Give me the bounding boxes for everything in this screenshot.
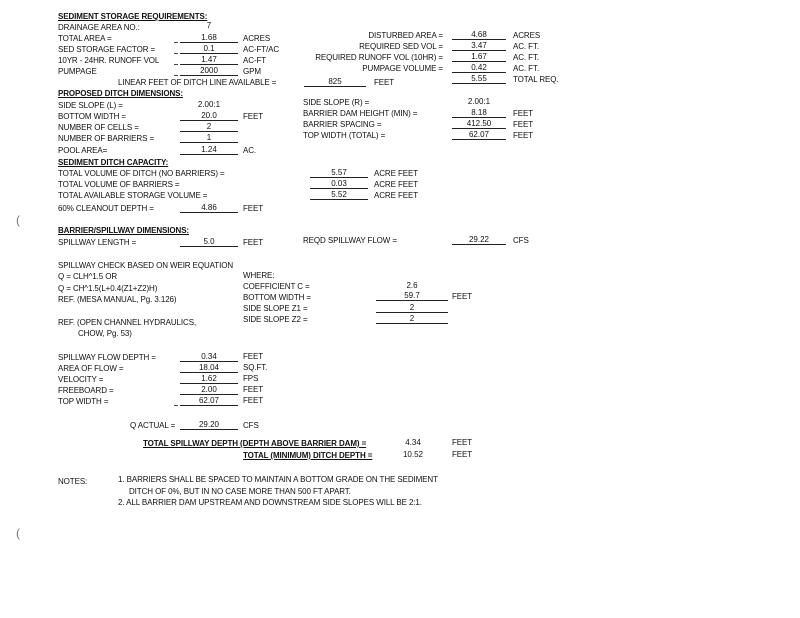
side-slope-z1-label: SIDE SLOPE Z1 = bbox=[243, 304, 308, 313]
vol-ditch-label: TOTAL VOLUME OF DITCH (NO BARRIERS) = bbox=[58, 169, 225, 178]
spillway-length-unit: FEET bbox=[243, 238, 264, 247]
notes-label: NOTES: bbox=[58, 477, 88, 486]
total-spillway-depth-label: TOTAL SPILLWAY DEPTH (DEPTH ABOVE BARRIER DAM) = bbox=[143, 439, 367, 448]
pumpage-volume-value: 0.42 bbox=[452, 63, 506, 73]
total-ditch-depth-value: 10.52 bbox=[402, 450, 424, 459]
number-of-barriers-value: 1 bbox=[180, 133, 238, 143]
cleanout-depth-unit: FEET bbox=[243, 204, 264, 213]
number-of-cells-value: 2 bbox=[180, 122, 238, 132]
flow-depth-value: 0.34 bbox=[180, 352, 238, 362]
q-actual-label: Q ACTUAL = bbox=[130, 421, 176, 430]
freeboard-unit: FEET bbox=[243, 385, 264, 394]
side-slope-z2-label: SIDE SLOPE Z2 = bbox=[243, 315, 308, 324]
barrier-spacing-value: 412.50 bbox=[452, 119, 506, 129]
sed-storage-factor-value: 0.1 bbox=[180, 44, 238, 54]
flow-depth-unit: FEET bbox=[243, 352, 264, 361]
top-width-total-label: TOP WIDTH (TOTAL) = bbox=[303, 131, 386, 140]
coefficient-c-value: 2.6 bbox=[406, 281, 418, 290]
vol-ditch-unit: ACRE FEET bbox=[374, 169, 418, 178]
bottom-width-label: BOTTOM WIDTH = bbox=[58, 112, 127, 121]
weir-bottom-width-label: BOTTOM WIDTH = bbox=[243, 293, 312, 302]
area-of-flow-label: AREA OF FLOW = bbox=[58, 364, 124, 373]
total-ditch-depth-label: TOTAL (MINIMUM) DITCH DEPTH = bbox=[243, 451, 373, 460]
note-1a: 1. BARRIERS SHALL BE SPACED TO MAINTAIN A BOTTOM GRADE ON THE SEDIMENT bbox=[118, 475, 438, 484]
total-area-unit: ACRES bbox=[243, 34, 271, 43]
ditch-heading: PROPOSED DITCH DIMENSIONS: bbox=[58, 89, 183, 98]
drainage-area-label: DRAINAGE AREA NO.: bbox=[58, 23, 140, 32]
disturbed-area-label: DISTURBED AREA = bbox=[368, 31, 443, 40]
storage-heading: SEDIMENT STORAGE REQUIREMENTS: bbox=[58, 12, 208, 21]
reqd-spillway-flow-value: 29.22 bbox=[452, 235, 506, 245]
weir-heading: SPILLWAY CHECK BASED ON WEIR EQUATION bbox=[58, 261, 233, 270]
total-req-label: TOTAL REQ. bbox=[513, 75, 559, 84]
area-of-flow-value: 18.04 bbox=[180, 363, 238, 373]
side-slope-l-value: 2.00:1 bbox=[197, 100, 221, 109]
capacity-heading: SEDIMENT DITCH CAPACITY: bbox=[58, 158, 169, 167]
barrier-spacing-unit: FEET bbox=[513, 120, 534, 129]
reqd-spillway-flow-unit: CFS bbox=[513, 236, 529, 245]
total-req-value: 5.55 bbox=[452, 74, 506, 84]
freeboard-value: 2.00 bbox=[180, 385, 238, 395]
pumpage-volume-unit: AC. FT. bbox=[513, 64, 539, 73]
cleanout-depth-value: 4.86 bbox=[180, 203, 238, 213]
side-slope-z1-value: 2 bbox=[376, 303, 448, 313]
pumpage-value: 2000 bbox=[180, 66, 238, 76]
required-runoff-vol-unit: AC. FT. bbox=[513, 53, 539, 62]
punch-hole-mark: ( bbox=[16, 213, 20, 227]
sed-storage-factor-unit: AC-FT/AC bbox=[243, 45, 280, 54]
vol-ditch-value: 5.57 bbox=[310, 168, 368, 178]
barrier-dam-height-value: 8.18 bbox=[452, 108, 506, 118]
number-of-barriers-label: NUMBER OF BARRIERS = bbox=[58, 134, 155, 143]
required-sed-vol-unit: AC. FT. bbox=[513, 42, 539, 51]
weir-ref-2b: CHOW, Pg. 53) bbox=[78, 329, 132, 338]
storage-volume-label: TOTAL AVAILABLE STORAGE VOLUME = bbox=[58, 191, 208, 200]
freeboard-label: FREEBOARD = bbox=[58, 386, 114, 395]
total-spillway-depth-unit: FEET bbox=[452, 438, 473, 447]
required-sed-vol-label: REQUIRED SED VOL = bbox=[359, 42, 443, 51]
spillway-heading: BARRIER/SPILLWAY DIMENSIONS: bbox=[58, 226, 189, 235]
runoff-vol-unit: AC-FT bbox=[243, 56, 267, 65]
total-spillway-depth-value: 4.34 bbox=[405, 438, 421, 447]
note-1b: DITCH OF 0%, BUT IN NO CASE MORE THAN 500 FT APART. bbox=[129, 487, 351, 496]
sed-storage-factor-label: SED STORAGE FACTOR = bbox=[58, 45, 156, 54]
weir-where: WHERE: bbox=[243, 271, 275, 280]
drainage-area-value: 7 bbox=[206, 21, 212, 30]
reqd-spillway-flow-label: REQD SPILLWAY FLOW = bbox=[303, 236, 397, 245]
top-width-total-unit: FEET bbox=[513, 131, 534, 140]
total-area-value: 1.68 bbox=[180, 33, 238, 43]
required-runoff-vol-value: 1.67 bbox=[452, 52, 506, 62]
weir-bottom-width-unit: FEET bbox=[452, 292, 473, 301]
note-2: 2. ALL BARRIER DAM UPSTREAM AND DOWNSTREAM SIDE SLOPES WILL BE 2:1. bbox=[118, 498, 422, 507]
top-width-total-value: 62.07 bbox=[452, 130, 506, 140]
barrier-dam-height-unit: FEET bbox=[513, 109, 534, 118]
disturbed-area-unit: ACRES bbox=[513, 31, 541, 40]
required-runoff-vol-label: REQUIRED RUNOFF VOL (10HR) = bbox=[315, 53, 443, 62]
bottom-width-value: 20.0 bbox=[180, 111, 238, 121]
linear-feet-label: LINEAR FEET OF DITCH LINE AVAILABLE = bbox=[118, 78, 277, 87]
total-area-label: TOTAL AREA = bbox=[58, 34, 112, 43]
flow-depth-label: SPILLWAY FLOW DEPTH = bbox=[58, 353, 156, 362]
weir-eq-2: Q = CH^1.5(L+0.4(Z1+Z2)H) bbox=[58, 284, 158, 293]
pool-area-label: POOL AREA= bbox=[58, 146, 108, 155]
linear-feet-unit: FEET bbox=[374, 78, 395, 87]
weir-bottom-width-value: 59.7 bbox=[376, 291, 448, 301]
side-slope-l-label: SIDE SLOPE (L) = bbox=[58, 101, 123, 110]
barrier-spacing-label: BARRIER SPACING = bbox=[303, 120, 382, 129]
cleanout-depth-label: 60% CLEANOUT DEPTH = bbox=[58, 204, 154, 213]
velocity-value: 1.62 bbox=[180, 374, 238, 384]
pumpage-unit: GPM bbox=[243, 67, 261, 76]
number-of-cells-label: NUMBER OF CELLS = bbox=[58, 123, 139, 132]
linear-feet-value: 825 bbox=[304, 77, 366, 87]
velocity-unit: FPS bbox=[243, 374, 259, 383]
vol-barriers-label: TOTAL VOLUME OF BARRIERS = bbox=[58, 180, 180, 189]
pumpage-label: PUMPAGE bbox=[58, 67, 97, 76]
top-width-label: TOP WIDTH = bbox=[58, 397, 109, 406]
side-slope-z2-value: 2 bbox=[376, 314, 448, 324]
q-actual-unit: CFS bbox=[243, 421, 259, 430]
coefficient-c-label: COEFFICIENT C = bbox=[243, 282, 310, 291]
runoff-vol-value: 1.47 bbox=[180, 55, 238, 65]
spillway-length-value: 5.0 bbox=[180, 237, 238, 247]
total-ditch-depth-unit: FEET bbox=[452, 450, 473, 459]
spillway-length-label: SPILLWAY LENGTH = bbox=[58, 238, 137, 247]
weir-ref-1: REF. (MESA MANUAL, Pg. 3.126) bbox=[58, 295, 177, 304]
barrier-dam-height-label: BARRIER DAM HEIGHT (MIN) = bbox=[303, 109, 418, 118]
q-actual-value: 29.20 bbox=[180, 420, 238, 430]
disturbed-area-value: 4.68 bbox=[452, 30, 506, 40]
required-sed-vol-value: 3.47 bbox=[452, 41, 506, 51]
punch-hole-mark-lower: ( bbox=[16, 526, 20, 540]
bottom-width-unit: FEET bbox=[243, 112, 264, 121]
velocity-label: VELOCITY = bbox=[58, 375, 104, 384]
weir-eq-1: Q = CLH^1.5 OR bbox=[58, 272, 118, 281]
side-slope-r-label: SIDE SLOPE (R) = bbox=[303, 98, 370, 107]
runoff-vol-label: 10YR - 24HR. RUNOFF VOL bbox=[58, 56, 160, 65]
pool-area-unit: AC. bbox=[243, 146, 257, 155]
side-slope-r-value: 2.00:1 bbox=[467, 97, 491, 106]
pool-area-value: 1.24 bbox=[180, 145, 238, 155]
vol-barriers-value: 0.03 bbox=[310, 179, 368, 189]
weir-ref-2a: REF. (OPEN CHANNEL HYDRAULICS, bbox=[58, 318, 197, 327]
vol-barriers-unit: ACRE FEET bbox=[374, 180, 418, 189]
area-of-flow-unit: SQ.FT. bbox=[243, 363, 268, 372]
storage-volume-unit: ACRE FEET bbox=[374, 191, 418, 200]
storage-volume-value: 5.52 bbox=[310, 190, 368, 200]
pumpage-volume-label: PUMPAGE VOLUME = bbox=[362, 64, 443, 73]
top-width-unit: FEET bbox=[243, 396, 264, 405]
top-width-value: 62.07 bbox=[180, 396, 238, 406]
